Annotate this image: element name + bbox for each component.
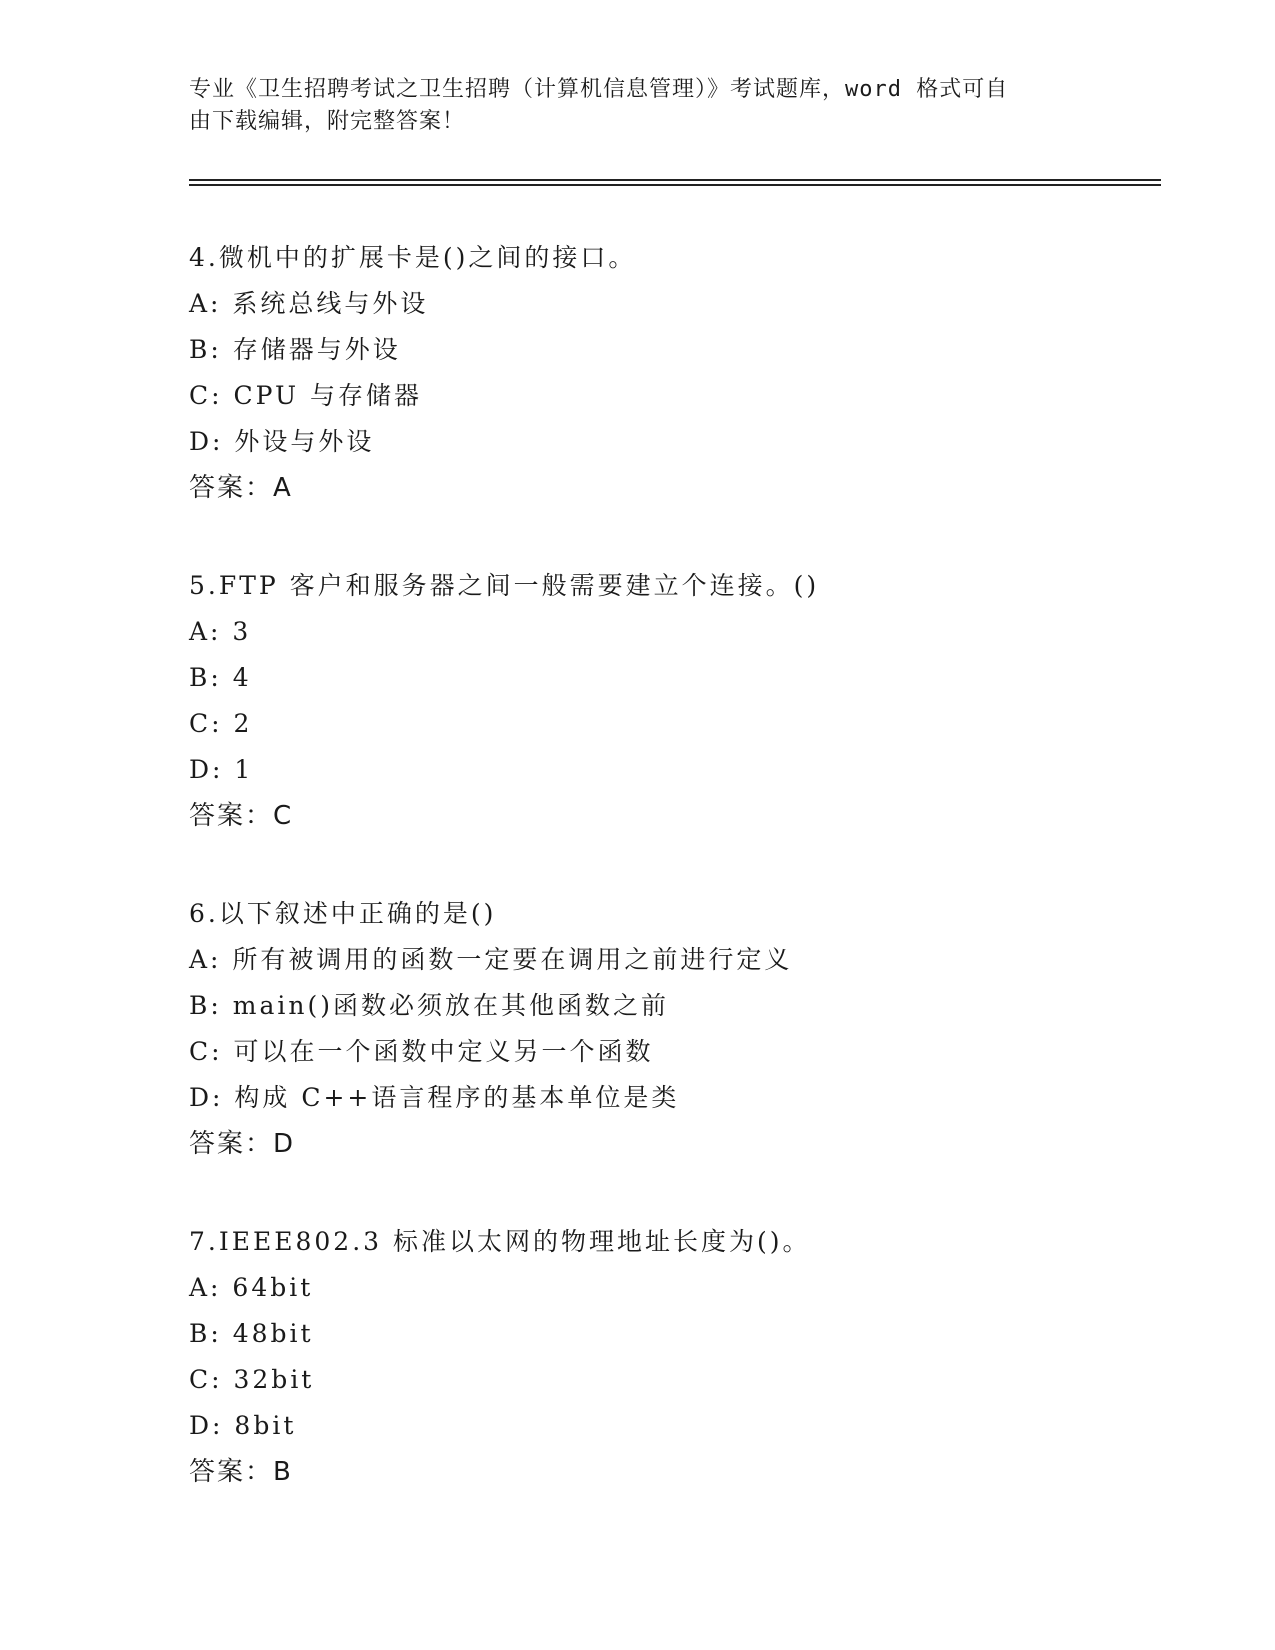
- header-divider-top: [189, 179, 1161, 181]
- option-b: B: main()函数必须放在其他函数之前: [189, 991, 669, 1020]
- option-b: B: 存储器与外设: [189, 335, 401, 364]
- option-a: A: 系统总线与外设: [189, 289, 429, 318]
- option-b: B: 48bit: [189, 1319, 314, 1348]
- option-d: D: 外设与外设: [189, 427, 375, 456]
- answer-label: 答案：D: [189, 1129, 296, 1159]
- option-c: C: CPU 与存储器: [189, 381, 423, 410]
- document-header: [189, 74, 1079, 138]
- option-d: D: 1: [189, 755, 254, 784]
- option-a: A: 3: [189, 617, 252, 646]
- header-divider-bottom: [189, 184, 1161, 186]
- option-a: A: 所有被调用的函数一定要在调用之前进行定义: [189, 945, 793, 974]
- answer-label: 答案：A: [189, 473, 293, 503]
- question-item: [189, 1219, 1149, 1495]
- option-c: C: 可以在一个函数中定义另一个函数: [189, 1037, 654, 1066]
- question-item: [189, 891, 1149, 1167]
- question-stem: 6.以下叙述中正确的是(): [189, 899, 497, 928]
- question-list: [189, 235, 1149, 1495]
- question-stem: 5.FTP 客户和服务器之间一般需要建立个连接。(): [189, 571, 820, 600]
- option-c: C: 2: [189, 709, 253, 738]
- answer-label: 答案：B: [189, 1457, 293, 1487]
- option-a: A: 64bit: [189, 1273, 314, 1302]
- option-b: B: 4: [189, 663, 252, 692]
- option-d: D: 构成 C++语言程序的基本单位是类: [189, 1083, 680, 1112]
- question-item: [189, 563, 1149, 839]
- header-line-1: 专业《卫生招聘考试之卫生招聘（计算机信息管理）》考试题库，word 格式可自: [189, 77, 1009, 102]
- option-d: D: 8bit: [189, 1411, 297, 1440]
- header-line-2: 由下载编辑，附完整答案！: [189, 109, 466, 134]
- option-c: C: 32bit: [189, 1365, 315, 1394]
- question-item: [189, 235, 1149, 511]
- answer-label: 答案：C: [189, 801, 294, 831]
- question-stem: 4.微机中的扩展卡是()之间的接口。: [189, 243, 637, 272]
- question-stem: 7.IEEE802.3 标准以太网的物理地址长度为()。: [189, 1227, 811, 1256]
